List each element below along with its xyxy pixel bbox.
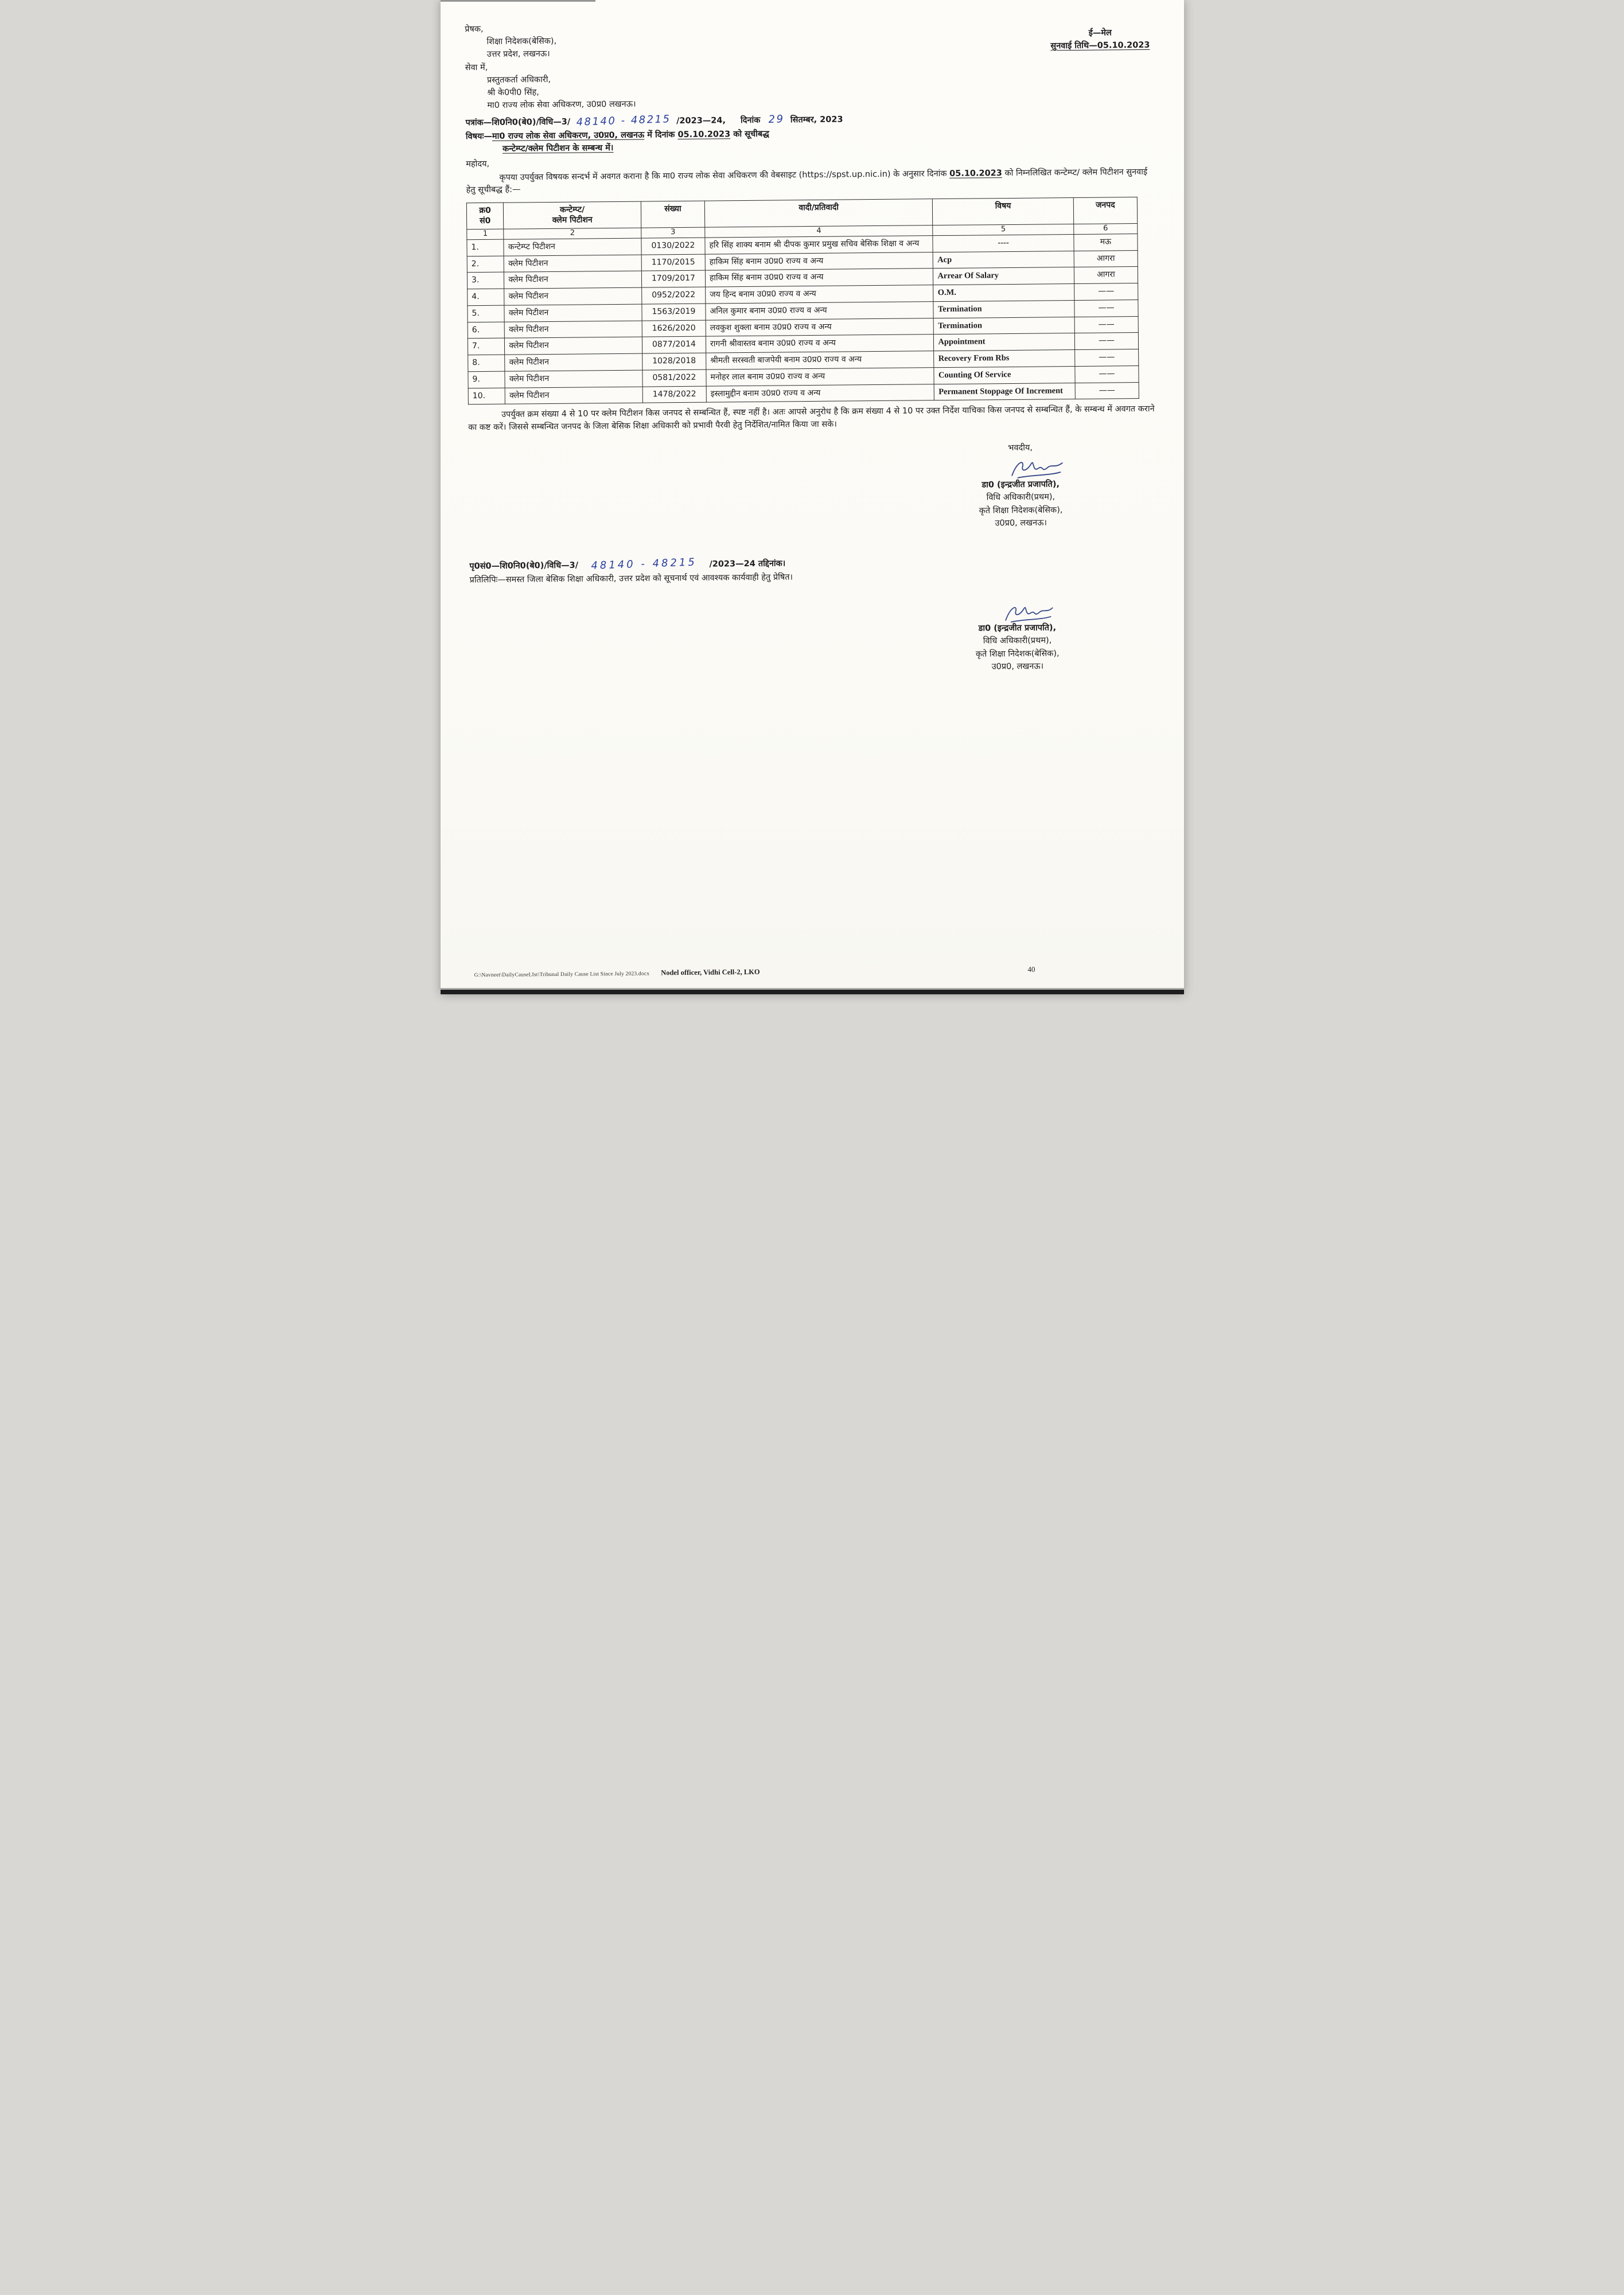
cell-parties: हरि सिंह शाक्य बनाम श्री दीपक कुमार प्रमुख सचिव बेसिक शिक्षा व अन्य bbox=[704, 236, 933, 254]
subject-place: मा0 राज्य लोक सेवा अधिकरण, उ0प्र0, लखनऊ bbox=[492, 130, 644, 142]
handwritten-day: 29 bbox=[768, 113, 785, 126]
column-index: 2 bbox=[504, 228, 641, 239]
endorsement-suffix: /2023—24 तद्दिनांक। bbox=[708, 558, 785, 569]
signatory-designation: विधि अधिकारी(प्रथम), bbox=[986, 492, 1055, 503]
cell-parties: इस्लामुद्दीन बनाम उ0प्र0 राज्य व अन्य bbox=[706, 384, 934, 402]
signatory-name: डा0 (इन्द्रजीत प्रजापति), bbox=[981, 479, 1060, 490]
subject-line2: कन्टेम्प्ट/क्लेम पिटीशन के सम्बन्ध में। bbox=[502, 143, 613, 154]
cell-parties: लवकुश शुक्ला बनाम उ0प्र0 राज्य व अन्य bbox=[706, 318, 934, 336]
cell-subject: Arrear Of Salary bbox=[933, 267, 1074, 285]
copy-paragraph: प्रतिलिपिः—समस्त जिला बेसिक शिक्षा अधिकारी, उत्तर प्रदेश को सूचनार्थ एवं आवश्यक कार्यवाही हेतु प्रेषित। bbox=[469, 572, 793, 585]
cell-serial: 5. bbox=[467, 305, 504, 322]
signatory-designation: विधि अधिकारी(प्रथम), bbox=[983, 636, 1051, 646]
cell-subject: Recovery From Rbs bbox=[934, 350, 1075, 368]
document-page bbox=[441, 0, 1184, 994]
handwritten-letter-number: 48140 - 48215 bbox=[575, 113, 671, 129]
cell-parties: श्रीमती सरस्वती बाजपेयी बनाम उ0प्र0 राज्य व अन्य bbox=[706, 351, 934, 369]
cell-subject: ---- bbox=[933, 234, 1074, 252]
salutation: महोदय, bbox=[465, 159, 489, 169]
signoff-block bbox=[969, 442, 1071, 530]
column-index: 4 bbox=[704, 225, 933, 238]
signoff-block-2 bbox=[973, 600, 1061, 674]
cell-district: आगरा bbox=[1074, 267, 1138, 284]
recipient-line: प्रस्तुतकर्ता अधिकारी, bbox=[486, 75, 551, 85]
cell-number: 1478/2022 bbox=[642, 386, 706, 403]
cell-district: —— bbox=[1074, 333, 1138, 350]
column-index: 6 bbox=[1073, 224, 1137, 235]
signoff-label: भवदीय, bbox=[1007, 443, 1033, 453]
cell-number: 1709/2017 bbox=[641, 271, 705, 288]
subject-block bbox=[465, 125, 1154, 156]
cell-petition-type: कन्टेम्प्ट पिटीशन bbox=[504, 238, 641, 256]
sender-label: प्रेषक, bbox=[464, 24, 484, 34]
hearing-date: सुनवाई तिथि—05.10.2023 bbox=[1050, 40, 1150, 51]
subject-date: 05.10.2023 bbox=[677, 130, 730, 140]
cell-subject: Appointment bbox=[933, 333, 1074, 351]
sender-block bbox=[465, 23, 556, 61]
cell-district: —— bbox=[1074, 349, 1138, 367]
column-index: 3 bbox=[641, 227, 704, 238]
document-content bbox=[465, 18, 1162, 994]
cell-serial: 8. bbox=[468, 355, 505, 371]
email-block bbox=[1050, 27, 1150, 53]
cell-serial: 2. bbox=[467, 256, 504, 273]
cell-district: —— bbox=[1074, 299, 1138, 317]
cell-petition-type: क्लेम पिटीशन bbox=[504, 287, 641, 305]
endorsement-block bbox=[469, 551, 1158, 595]
signatory-on-behalf: कृते शिक्षा निदेशक(बेसिक), bbox=[975, 648, 1060, 659]
reference-suffix: /2023—24, bbox=[676, 116, 726, 126]
cell-parties: हाकिम सिंह बनाम उ0प्र0 राज्य व अन्य bbox=[705, 252, 933, 270]
body-text: कृपया उपर्युक्त विषयक सन्दर्भ में अवगत कराना है कि मा0 राज्य लोक सेवा अधिकरण की वेबसाइट (https://spst.up.nic.in) के अनुसार दिनांक bbox=[499, 169, 949, 182]
header-serial bbox=[466, 203, 504, 230]
signatory-name: डा0 (इन्द्रजीत प्रजापति), bbox=[977, 623, 1056, 633]
cell-petition-type: क्लेम पिटीशन bbox=[505, 370, 642, 388]
cell-district: —— bbox=[1075, 382, 1139, 399]
cell-serial: 7. bbox=[468, 339, 505, 355]
cell-petition-type: क्लेम पिटीशन bbox=[504, 321, 642, 339]
email-label: ई—मेल bbox=[1088, 28, 1112, 38]
signatory-place: उ0प्र0, लखनऊ। bbox=[991, 662, 1043, 672]
cell-petition-type: क्लेम पिटीशन bbox=[504, 304, 642, 322]
header-text: कन्टेम्प्ट/ bbox=[559, 205, 585, 215]
cell-serial: 6. bbox=[468, 322, 505, 339]
cell-serial: 10. bbox=[468, 388, 505, 404]
header-number: संख्या bbox=[641, 201, 704, 228]
endorsement-prefix: पृ0सं0—शि0नि0(बे0)/विधि—3/ bbox=[469, 561, 578, 571]
cell-petition-type: क्लेम पिटीशन bbox=[505, 387, 642, 404]
header-parties: वादी/प्रतिवादी bbox=[704, 199, 933, 227]
cell-petition-type: क्लेम पिटीशन bbox=[504, 255, 641, 273]
cell-serial: 3. bbox=[467, 273, 504, 289]
body-paragraph bbox=[466, 166, 1154, 197]
cell-district: आगरा bbox=[1074, 250, 1138, 267]
cell-subject: Termination bbox=[933, 317, 1074, 334]
recipient-block bbox=[465, 56, 1154, 112]
cell-number: 0130/2022 bbox=[641, 238, 704, 255]
header-text: सं0 bbox=[479, 216, 490, 225]
cell-number: 1028/2018 bbox=[642, 353, 706, 370]
recipient-line: मा0 राज्य लोक सेवा अधिकरण, उ0प्र0 लखनऊ। bbox=[486, 99, 636, 110]
sender-line: उत्तर प्रदेश, लखनऊ। bbox=[486, 49, 550, 59]
cell-district: मऊ bbox=[1073, 234, 1137, 251]
cell-number: 0877/2014 bbox=[642, 337, 706, 354]
cell-number: 1563/2019 bbox=[641, 304, 705, 321]
scan-edge-bottom bbox=[441, 990, 1184, 994]
signatory-block bbox=[973, 621, 1061, 674]
date-label: दिनांक bbox=[740, 116, 760, 126]
cell-petition-type: क्लेम पिटीशन bbox=[504, 271, 641, 289]
cell-parties: हाकिम सिंह बनाम उ0प्र0 राज्य व अन्य bbox=[705, 269, 933, 287]
cell-serial: 1. bbox=[466, 239, 504, 256]
cell-number: 0952/2022 bbox=[641, 287, 705, 304]
handwritten-endorsement-number: 48140 - 48215 bbox=[590, 555, 697, 572]
scan-edge-top bbox=[441, 0, 595, 2]
subject-tail: को सूचीबद्ध bbox=[730, 129, 769, 139]
cell-district: —— bbox=[1074, 316, 1138, 333]
cell-parties: रागनी श्रीवास्तव बनाम उ0प्र0 राज्य व अन्य bbox=[706, 334, 934, 353]
page-number: 40 bbox=[1027, 964, 1035, 974]
date-rest: सितम्बर, 2023 bbox=[790, 115, 843, 125]
cell-subject: Termination bbox=[933, 300, 1074, 318]
signatory-place: उ0प्र0, लखनऊ। bbox=[994, 518, 1047, 528]
cell-subject: Counting Of Service bbox=[934, 366, 1075, 384]
header-text: क्र0 bbox=[478, 205, 491, 216]
cell-petition-type: क्लेम पिटीशन bbox=[504, 337, 642, 355]
cell-petition-type: क्लेम पिटीशन bbox=[504, 353, 642, 371]
cell-district: —— bbox=[1074, 365, 1138, 383]
header-subject: विषय bbox=[932, 198, 1073, 225]
cell-parties: जय हिन्द बनाम उ0प्र0 राज्य व अन्य bbox=[705, 285, 933, 304]
footer-officer: Nodel officer, Vidhi Cell-2, LKO bbox=[660, 968, 760, 977]
reference-prefix: पत्रांक—शि0नि0(बे0)/विधि—3/ bbox=[465, 117, 570, 128]
recipient-line: श्री के0पी0 सिंह, bbox=[486, 87, 539, 98]
header-text: क्लेम पिटीशन bbox=[552, 215, 593, 225]
cell-district: —— bbox=[1074, 283, 1138, 301]
column-index: 5 bbox=[933, 224, 1074, 236]
cell-subject: Acp bbox=[933, 251, 1074, 269]
sender-line: शिक्षा निदेशक(बेसिक), bbox=[486, 36, 556, 46]
body-text: को निम्नलिखित कन्टेम्प्ट/ क्लेम पिटीशन सुनवाई हेतु सूचीबद्ध हैं:— bbox=[466, 167, 1147, 195]
subject-mid: में दिनांक bbox=[644, 130, 678, 140]
header-district: जनपद bbox=[1073, 197, 1137, 224]
signatory-block bbox=[970, 478, 1072, 530]
cell-number: 0581/2022 bbox=[642, 369, 706, 387]
cause-list-table bbox=[466, 197, 1139, 405]
header-row bbox=[465, 18, 1154, 61]
cell-number: 1626/2020 bbox=[642, 320, 706, 337]
closing-paragraph: उपर्युक्त क्रम संख्या 4 से 10 पर क्लेम पिटीशन किस जनपद से सम्बन्धित हैं, स्पष्ट नहीं है। अतः आपसे अनुरोध है कि क्रम संख्या 4 से 10 पर उक्त निर्देश याचिका किस जनपद से सम्बन्धित हैं, के सम्बन्ध में अवगत कराने का कष्ट करें। जिससे सम्बन्धित जनपद के जिला बेसिक शिक्षा अधिकारी को प्रभावी पैरवी हेतु निर्देशित/नामित किया जा सके। bbox=[468, 404, 1155, 433]
footer-file-path: G:\Navneet\DailyCauseLIst\Tribunal Daily Cause List Since July 2023.docx bbox=[474, 971, 649, 979]
cell-number: 1170/2015 bbox=[641, 254, 705, 271]
body-date: 05.10.2023 bbox=[949, 168, 1002, 178]
column-index: 1 bbox=[466, 229, 503, 239]
recipient-label: सेवा में, bbox=[465, 63, 488, 73]
header-petition-type bbox=[503, 201, 641, 229]
cell-subject: O.M. bbox=[933, 284, 1074, 302]
cell-parties: अनिल कुमार बनाम उ0प्र0 राज्य व अन्य bbox=[705, 302, 933, 320]
cell-serial: 9. bbox=[468, 371, 505, 388]
subject-label: विषयः— bbox=[465, 132, 492, 142]
cell-parties: मनोहर लाल बनाम उ0प्र0 राज्य व अन्य bbox=[706, 368, 934, 386]
cell-serial: 4. bbox=[467, 289, 504, 305]
cell-subject: Permanent Stoppage Of Increment bbox=[934, 383, 1075, 400]
signatory-on-behalf: कृते शिक्षा निदेशक(बेसिक), bbox=[979, 505, 1062, 516]
